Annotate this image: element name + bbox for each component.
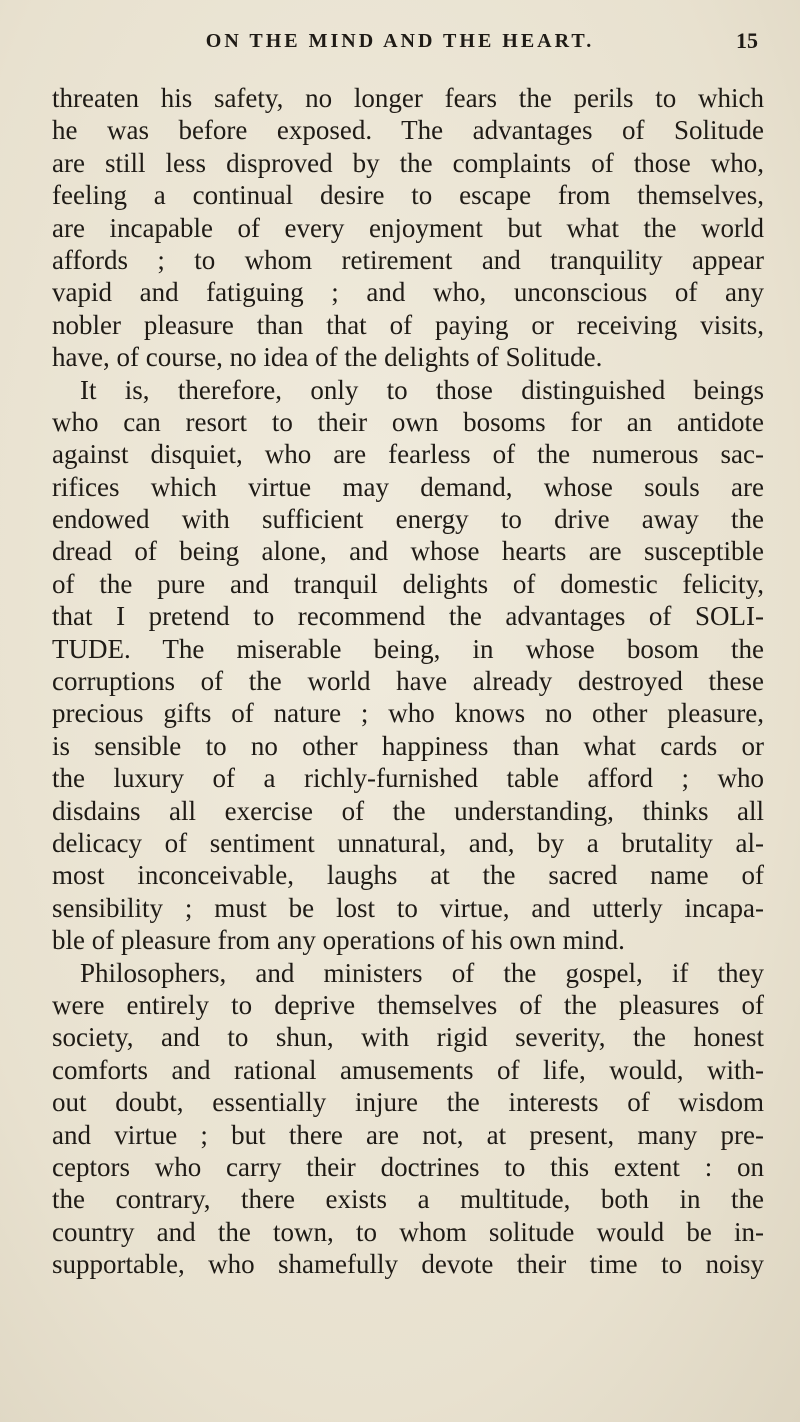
text-line: rifices which virtue may demand, whose souls are <box>52 471 764 502</box>
text-line: country and the town, to whom solitude would be in- <box>52 1216 764 1247</box>
text-line: out doubt, essentially injure the interests of wisdom <box>52 1087 764 1118</box>
text-line: is sensible to no other happiness than what cards or <box>52 730 764 761</box>
page-header <box>0 22 800 62</box>
text-line: threaten his safety, no longer fears the perils to which <box>52 83 764 113</box>
text-line: against disquiet, who are fearless of the numerous sac- <box>52 439 764 470</box>
text-line: endowed with sufficient energy to drive away the <box>52 504 764 535</box>
text-line: sensibility ; must be lost to virtue, and utterly incapa- <box>52 892 764 923</box>
text-line: are incapable of every enjoyment but what the world <box>52 212 764 243</box>
body-text <box>52 82 764 1280</box>
text-line: TUDE. The miserable being, in whose bosom the <box>52 633 764 664</box>
text-line: affords ; to whom retirement and tranquility appear <box>52 244 764 275</box>
text-line: are still less disproved by the complaints of those who, <box>52 147 764 178</box>
running-head: ON THE MIND AND THE HEART. <box>205 30 595 52</box>
text-line: and virtue ; but there are not, at present, many pre- <box>52 1119 764 1150</box>
text-line: of the pure and tranquil delights of domestic felicity, <box>52 568 764 599</box>
text-line: who can resort to their own bosoms for an antidote <box>52 406 764 437</box>
text-line: disdains all exercise of the understanding, thinks all <box>52 795 764 826</box>
text-line: comforts and rational amusements of life, would, with- <box>52 1054 764 1085</box>
text-line: ble of pleasure from any operations of his own mind. <box>52 925 625 956</box>
text-line: were entirely to deprive themselves of the pleasures of <box>52 989 764 1020</box>
text-line: society, and to shun, with rigid severity, the honest <box>52 1022 764 1053</box>
page-number: 15 <box>736 28 758 53</box>
text-line: have, of course, no idea of the delights of Solitude. <box>52 342 603 373</box>
text-line: nobler pleasure than that of paying or receiving visits, <box>52 309 764 340</box>
text-line: delicacy of sentiment unnatural, and, by a brutality al- <box>52 827 764 858</box>
text-line: the luxury of a richly-furnished table afford ; who <box>52 763 764 794</box>
text-line: Philosophers, and ministers of the gospel, if they <box>80 957 764 988</box>
text-line: he was before exposed. The advantages of Solitude <box>52 115 764 146</box>
text-line: corruptions of the world have already destroyed these <box>52 666 764 697</box>
text-line: the contrary, there exists a multitude, both in the <box>52 1184 764 1215</box>
text-line: It is, therefore, only to those distinguished beings <box>80 374 764 405</box>
text-line: precious gifts of nature ; who knows no other pleasure, <box>52 698 764 729</box>
text-line: ceptors who carry their doctrines to this extent : on <box>52 1151 764 1182</box>
text-line: dread of being alone, and whose hearts are susceptible <box>52 536 764 567</box>
text-line: supportable, who shamefully devote their time to noisy <box>52 1249 764 1280</box>
text-line: vapid and fatiguing ; and who, unconscious of any <box>52 277 764 308</box>
text-line: feeling a continual desire to escape from themselves, <box>52 180 764 211</box>
text-line: that I pretend to recommend the advantages of SOLI- <box>52 601 764 632</box>
text-line: most inconceivable, laughs at the sacred name of <box>52 860 764 891</box>
